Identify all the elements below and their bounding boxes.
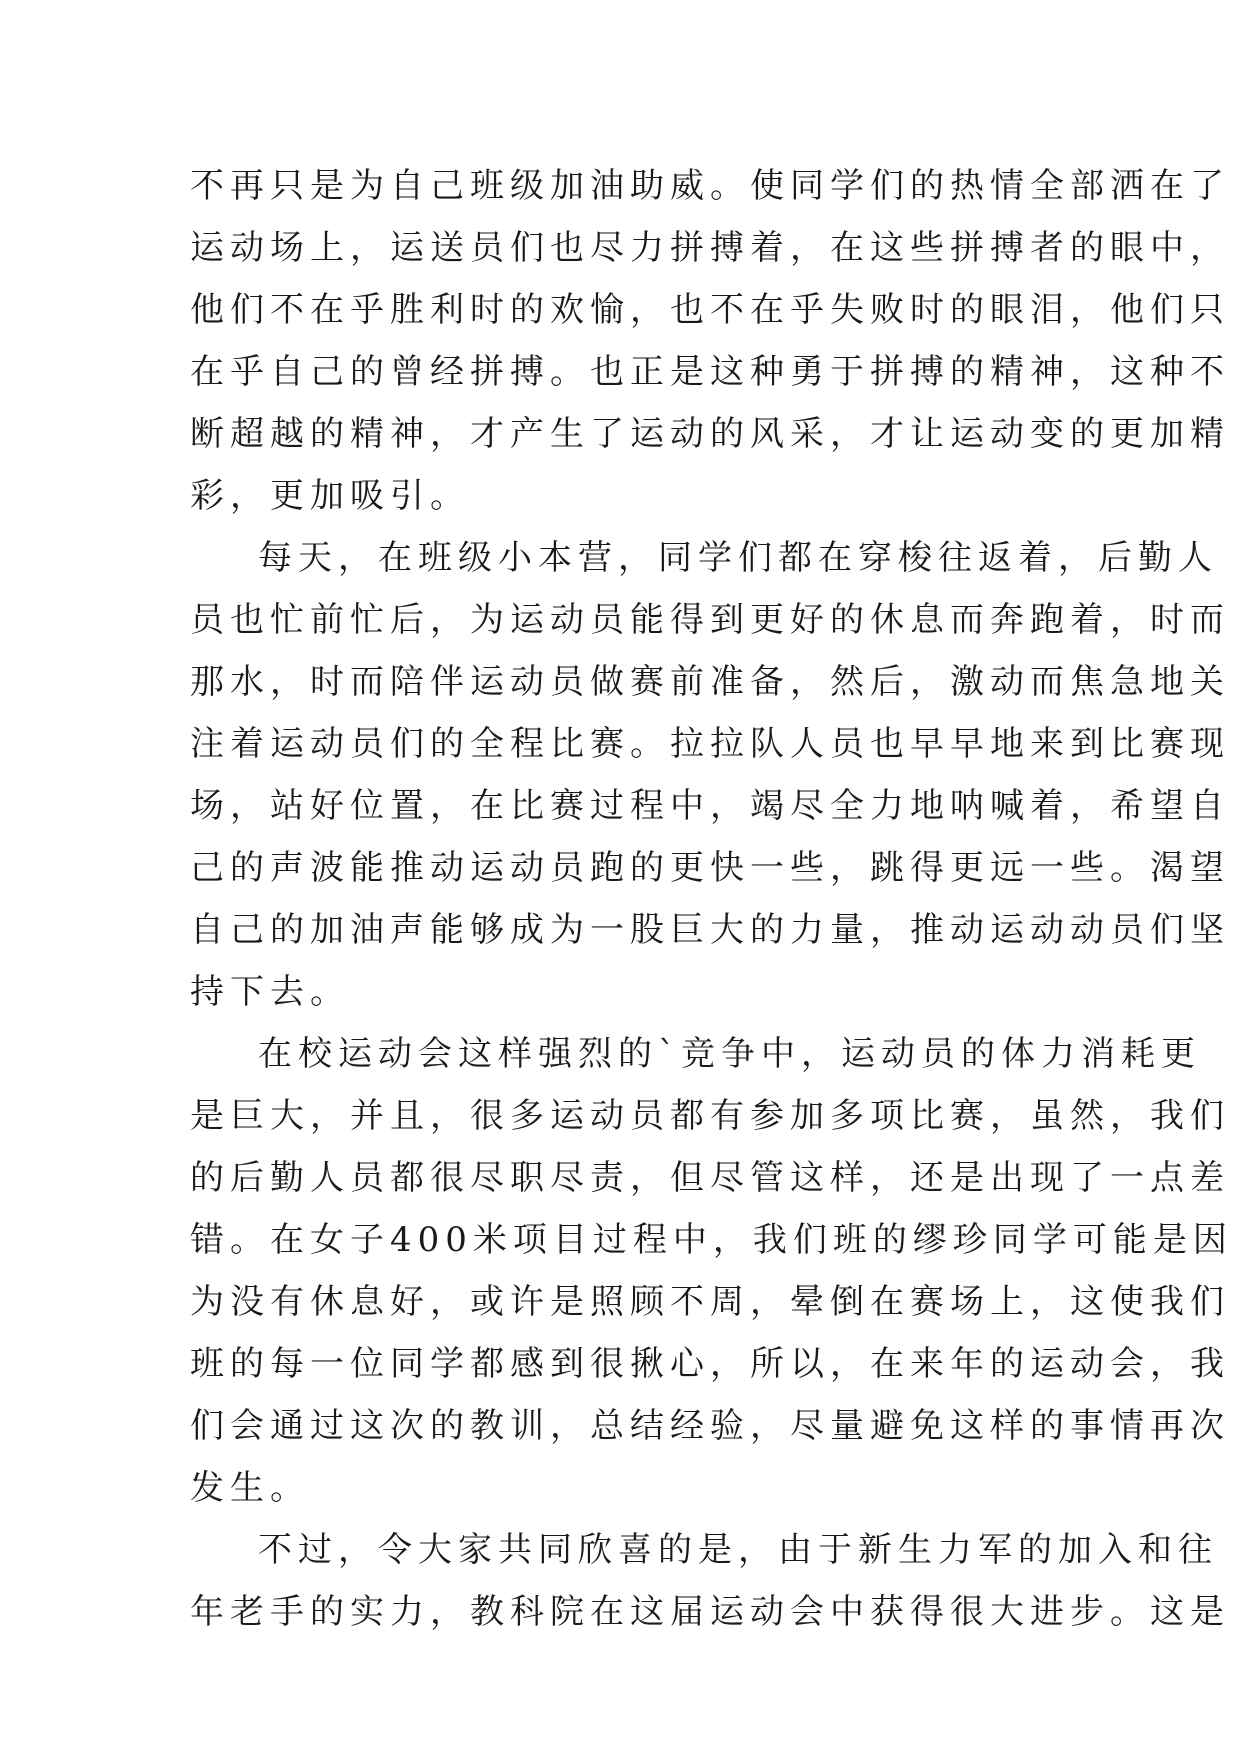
text-line: 在乎自己的曾经拼搏。也正是这种勇于拼搏的精神，这种不 [190, 352, 1230, 392]
text-line: 在校运动会这样强烈的`竞争中，运动员的体力消耗更 [258, 1034, 1201, 1074]
text-line: 运动场上，运送员们也尽力拼搏着，在这些拼搏者的眼中， [190, 228, 1230, 268]
text-line: 己的声波能推动运动员跑的更快一些，跳得更远一些。渴望 [190, 848, 1230, 888]
paragraph-1 [190, 155, 1230, 527]
text-line: 为没有休息好，或许是照顾不周，晕倒在赛场上，这使我们 [190, 1282, 1230, 1322]
text-line: 年老手的实力，教科院在这届运动会中获得很大进步。这是 [190, 1592, 1230, 1632]
paragraph-4 [190, 1519, 1230, 1643]
text-line: 断超越的精神，才产生了运动的风采，才让运动变的更加精 [190, 414, 1230, 454]
text-line: 自己的加油声能够成为一股巨大的力量，推动运动动员们坚 [190, 910, 1230, 950]
text-line: 场，站好位置，在比赛过程中，竭尽全力地呐喊着，希望自 [190, 786, 1230, 826]
text-line: 们会通过这次的教训，总结经验，尽量避免这样的事情再次 [190, 1406, 1230, 1446]
text-line: 发生。 [190, 1468, 310, 1508]
text-line: 每天，在班级小本营，同学们都在穿梭往返着，后勤人 [258, 538, 1218, 578]
paragraph-3 [190, 1023, 1233, 1519]
text-line: 不再只是为自己班级加油助威。使同学们的热情全部洒在了 [190, 166, 1230, 206]
document-body [190, 155, 1233, 1643]
text-line: 错。在女子400米项目过程中，我们班的缪珍同学可能是因 [190, 1220, 1233, 1260]
text-line: 是巨大，并且，很多运动员都有参加多项比赛，虽然，我们 [190, 1096, 1230, 1136]
text-line: 员也忙前忙后，为运动员能得到更好的休息而奔跑着，时而 [190, 600, 1230, 640]
text-line: 那水，时而陪伴运动员做赛前准备，然后，激动而焦急地关 [190, 662, 1230, 702]
text-line: 彩，更加吸引。 [190, 476, 470, 516]
text-line: 班的每一位同学都感到很揪心，所以，在来年的运动会，我 [190, 1344, 1230, 1384]
text-line: 他们不在乎胜利时的欢愉，也不在乎失败时的眼泪，他们只 [190, 290, 1230, 330]
paragraph-2 [190, 527, 1230, 1023]
text-line: 持下去。 [190, 972, 350, 1012]
text-line: 的后勤人员都很尽职尽责，但尽管这样，还是出现了一点差 [190, 1158, 1230, 1198]
text-line: 不过，令大家共同欣喜的是，由于新生力军的加入和往 [258, 1530, 1218, 1570]
text-line: 注着运动员们的全程比赛。拉拉队人员也早早地来到比赛现 [190, 724, 1230, 764]
